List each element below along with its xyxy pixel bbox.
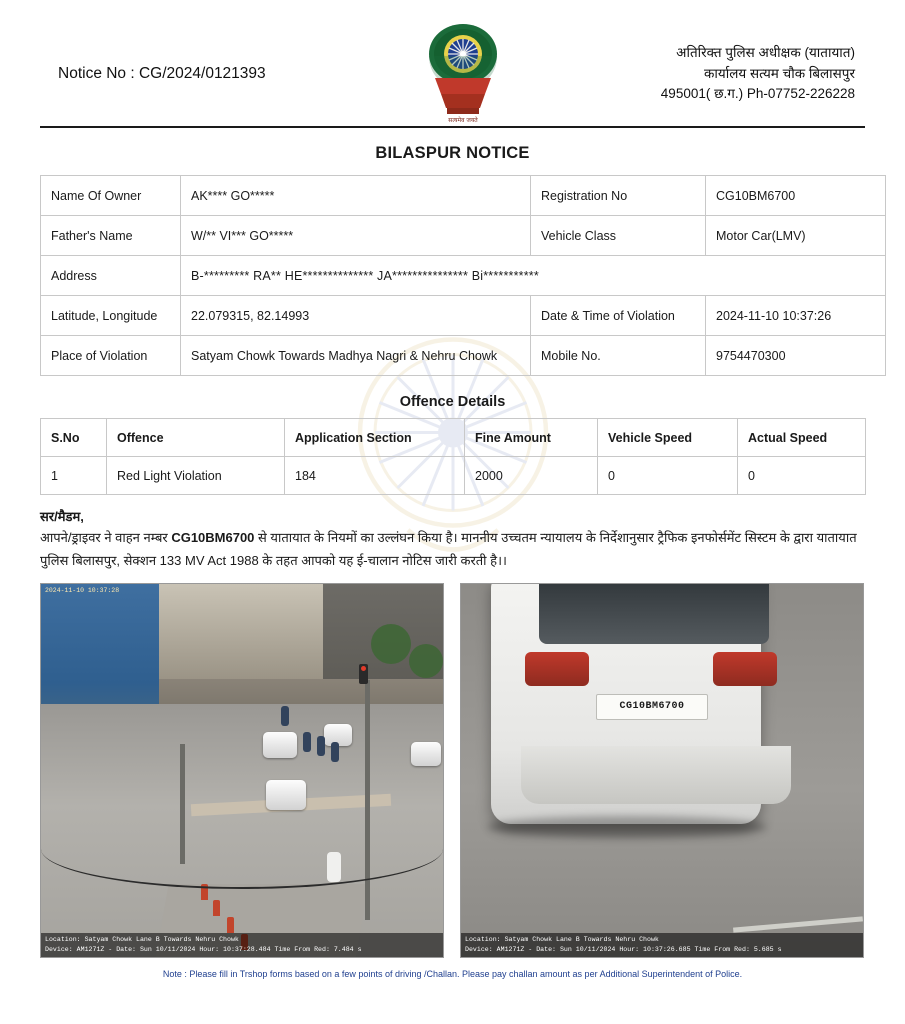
department-address — [661, 43, 865, 106]
value-vehicle-class: Motor Car(LMV) — [706, 216, 886, 256]
value-lat-long: 22.079315, 82.14993 — [181, 296, 531, 336]
label-fathers-name: Father's Name — [41, 216, 181, 256]
label-vehicle-class: Vehicle Class — [531, 216, 706, 256]
dept-line-2: कार्यालय सत्यम चौक बिलासपुर — [704, 65, 855, 81]
vehicle-closeup-graphic — [461, 584, 863, 957]
column-header-offence: Offence — [107, 419, 285, 457]
cell-offence: Red Light Violation — [107, 457, 285, 495]
label-lat-long: Latitude, Longitude — [41, 296, 181, 336]
photo-device-left: Device: AM1271Z - Date: Sun 10/11/2024 Hour: 10:37:28.484 Time From Red: 7.484 s — [45, 945, 362, 953]
column-header-actual-speed: Actual Speed — [738, 419, 866, 457]
value-fathers-name: W/** VI*** GO***** — [181, 216, 531, 256]
label-address: Address — [41, 256, 181, 296]
offence-section-title: Offence Details — [399, 394, 506, 410]
document-header — [40, 0, 865, 124]
photo-location-right: Location: Satyam Chowk Lane B Towards Nehru Chowk — [465, 935, 659, 943]
photo-caption-left — [41, 933, 443, 957]
table-row — [41, 336, 886, 376]
label-registration-no: Registration No — [531, 176, 706, 216]
label-datetime-violation: Date & Time of Violation — [531, 296, 706, 336]
evidence-photo-right — [460, 583, 864, 958]
dept-line-3: 495001( छ.ग.) Ph-07752-226228 — [660, 86, 855, 102]
column-header-vehicle-speed: Vehicle Speed — [598, 419, 738, 457]
column-header-fine-amount: Fine Amount — [465, 419, 598, 457]
value-registration-no: CG10BM6700 — [706, 176, 886, 216]
evidence-images — [40, 583, 865, 958]
notice-number: Notice No : CG/2024/0121393 — [58, 65, 266, 82]
photo-timestamp-overlay-left: 2024-11-10 10:37:28 — [45, 586, 120, 594]
value-address: B-********* RA** HE************** JA*************** Bi*********** — [181, 256, 886, 296]
footer-note: Note : Please fill in Trshop forms based on a few points of driving /Challan. Please pay challan amount as per Additional Superintendent of Police. — [162, 968, 743, 979]
svg-text:सत्यमेव जयते: सत्यमेव जयते — [448, 117, 478, 124]
label-place-of-violation: Place of Violation — [41, 336, 181, 376]
cell-actual-speed: 0 — [738, 457, 866, 495]
page-title: BILASPUR NOTICE — [375, 144, 530, 162]
notice-body-paragraph — [40, 527, 865, 573]
photo-location-left: Location: Satyam Chowk Lane B Towards Nehru Chowk — [45, 935, 239, 943]
value-datetime-violation: 2024-11-10 10:37:26 — [706, 296, 886, 336]
cell-app-section: 184 — [285, 457, 465, 495]
column-header-sno: S.No — [41, 419, 107, 457]
offence-details-table — [40, 418, 866, 495]
table-row — [41, 216, 886, 256]
body-text-part-1: आपने/ड्राइवर ने वाहन नम्बर — [40, 530, 172, 545]
value-place-of-violation: Satyam Chowk Towards Madhya Nagri & Nehru Chowk — [181, 336, 531, 376]
emblem-container — [403, 20, 523, 128]
photo-caption-right — [461, 933, 863, 957]
salutation: सर/मैडम, — [40, 509, 84, 524]
evidence-photo-left — [40, 583, 444, 958]
value-mobile-no: 9754470300 — [706, 336, 886, 376]
body-text-part-2: से यातायात के नियमों का उल्लंघन किया है। माननीय उच्चतम न्यायालय के निर्देशानुसार ट्रैफिक इनफोर्समेंट सिस्टम के द्वारा यातायात पुलिस बिलासपुर, सेक्शन 133 MV Act 1988 के तहत आपको यह ई-चालान नोटिस जारी करती है।। — [40, 530, 857, 568]
table-row — [41, 176, 886, 216]
table-row — [41, 256, 886, 296]
column-header-app-section: Application Section — [285, 419, 465, 457]
dept-line-1: अतिरिक्त पुलिस अधीक्षक (यातायात) — [676, 44, 855, 60]
table-row — [41, 296, 886, 336]
table-header-row — [41, 419, 866, 457]
street-scene-graphic — [41, 584, 443, 957]
photo-device-right: Device: AM1271Z - Date: Sun 10/11/2024 Hour: 10:37:26.685 Time From Red: 5.685 s — [465, 945, 782, 953]
body-vehicle-number: CG10BM6700 — [171, 530, 255, 545]
cell-sno: 1 — [41, 457, 107, 495]
owner-info-table — [40, 175, 886, 376]
cell-fine-amount: 2000 — [465, 457, 598, 495]
label-mobile-no: Mobile No. — [531, 336, 706, 376]
label-name-of-owner: Name Of Owner — [41, 176, 181, 216]
cell-vehicle-speed: 0 — [598, 457, 738, 495]
table-row — [41, 457, 866, 495]
national-emblem-icon — [411, 20, 515, 128]
license-plate-text: CG10BM6700 — [596, 694, 708, 720]
value-name-of-owner: AK**** GO***** — [181, 176, 531, 216]
